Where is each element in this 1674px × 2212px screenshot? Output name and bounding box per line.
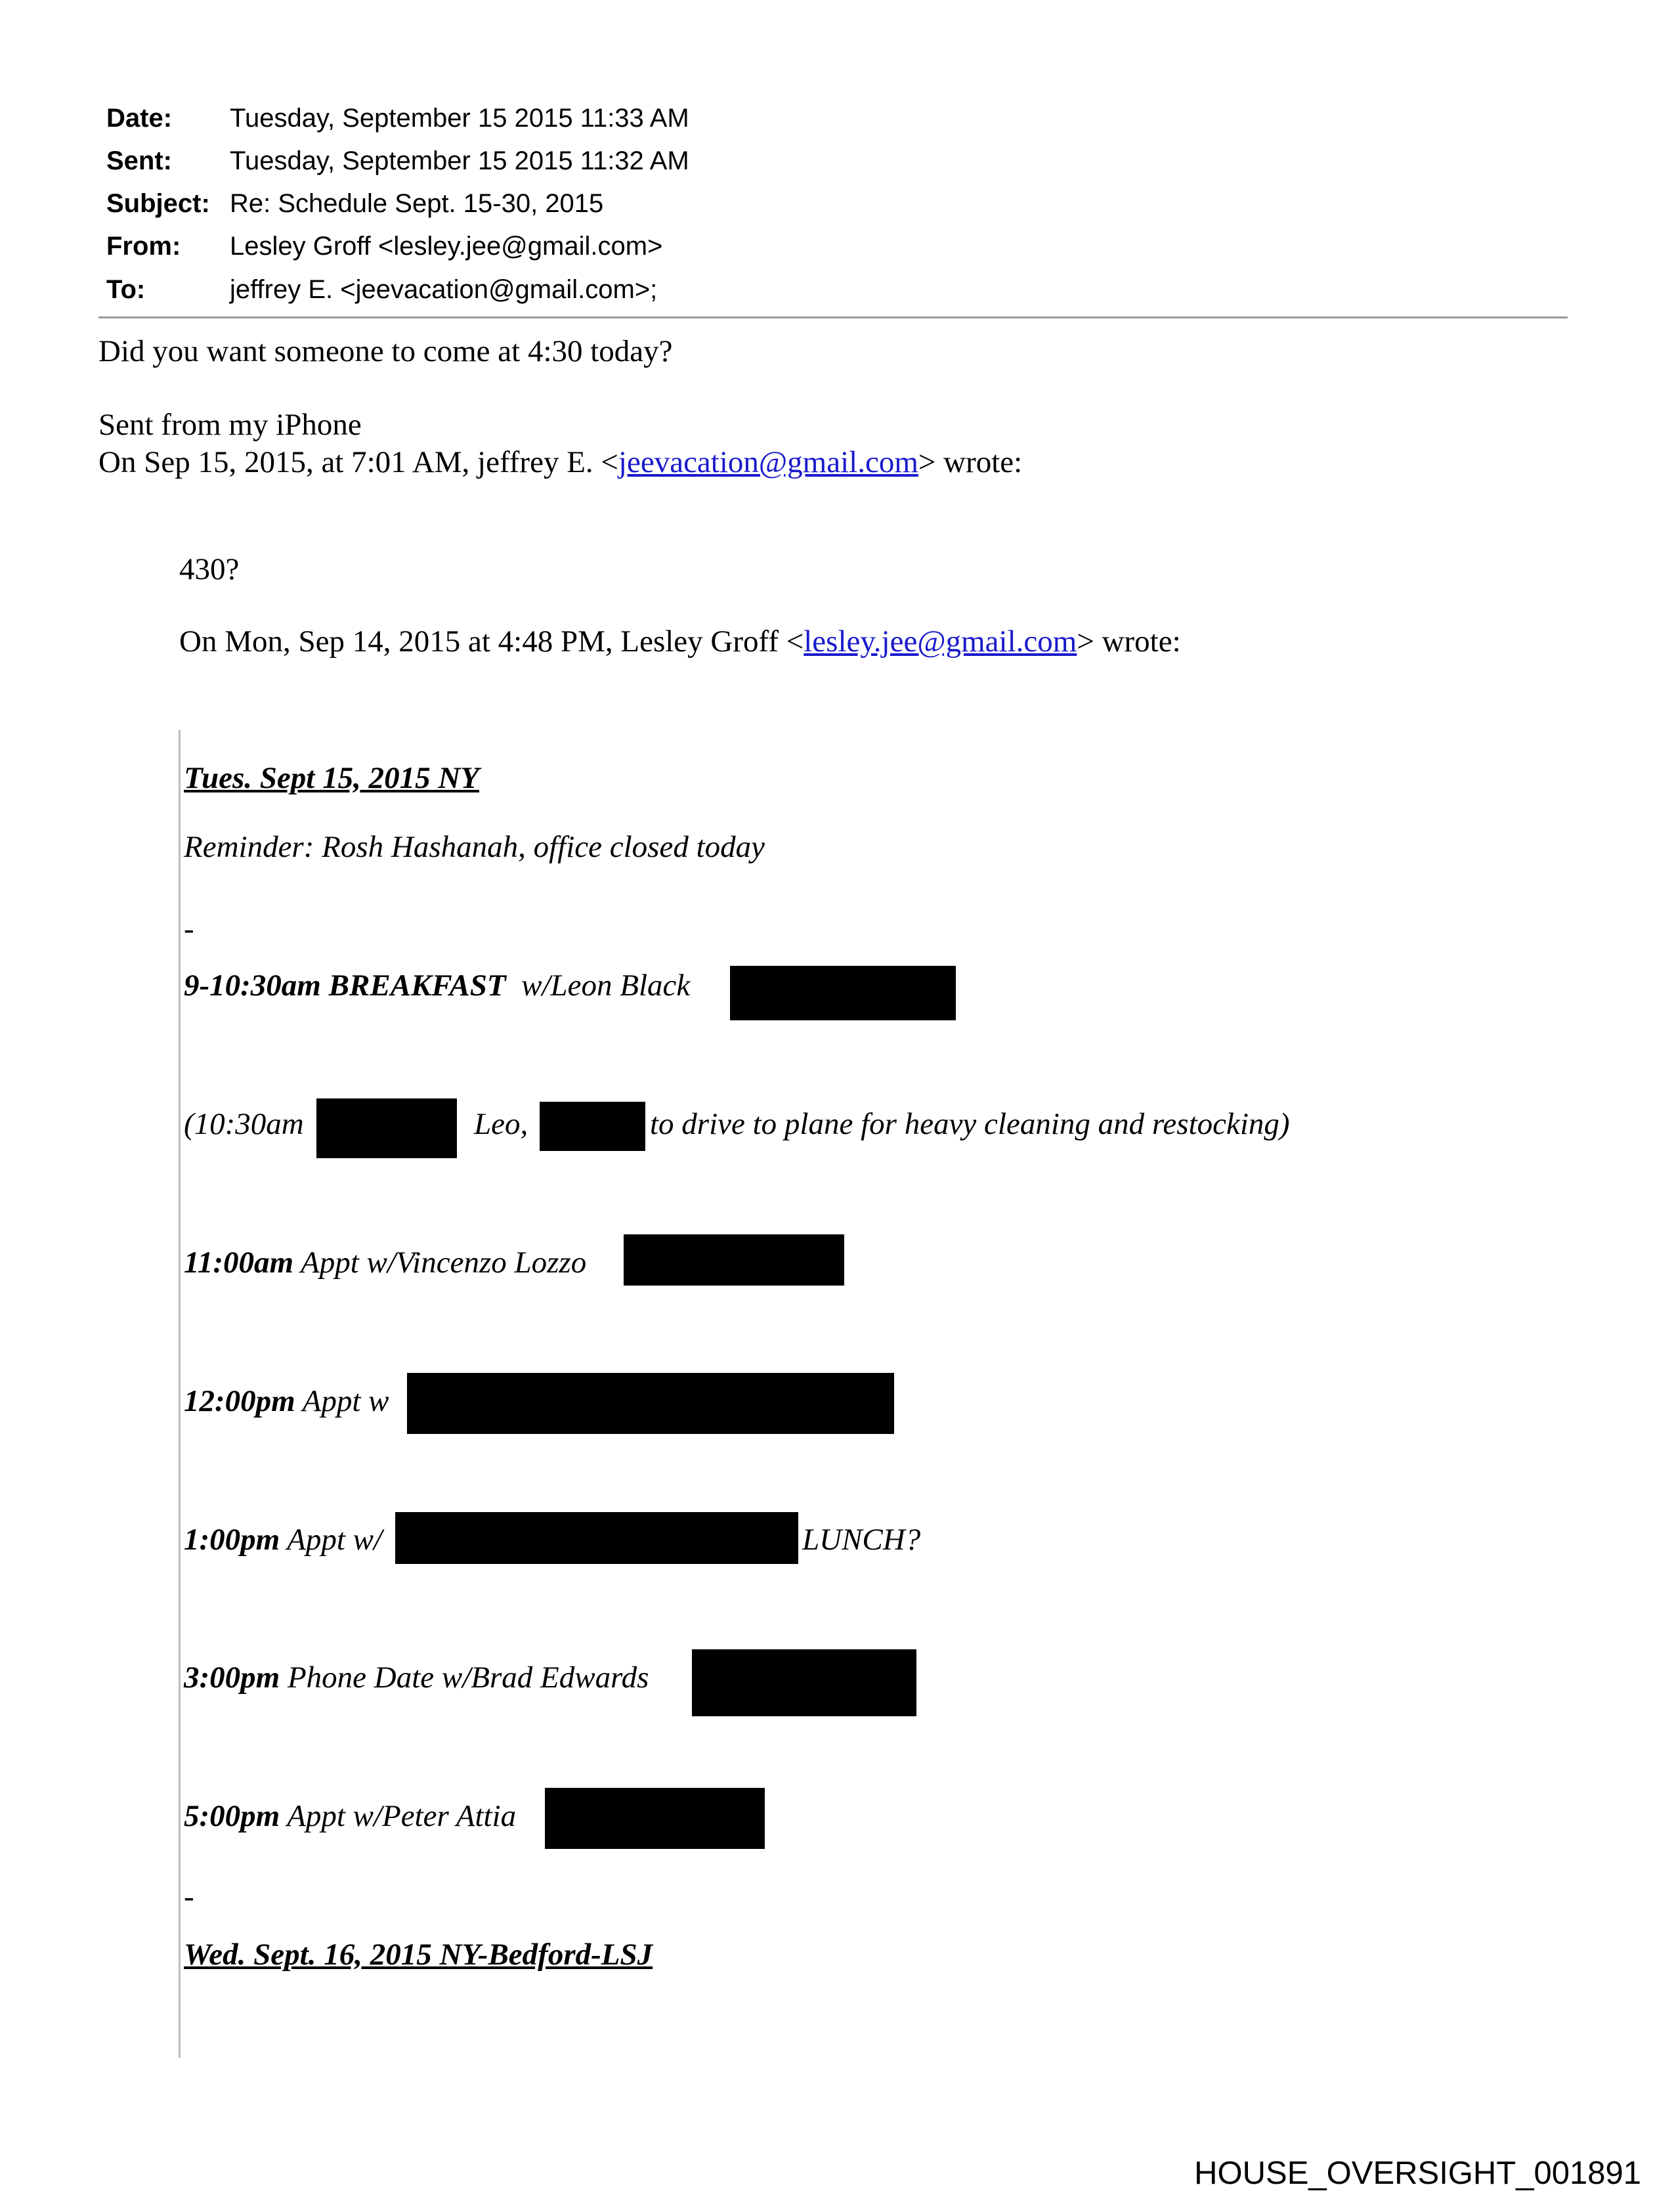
- event-attia: [184, 1798, 516, 1834]
- quote-attribution-1-suffix: > wrote:: [918, 445, 1023, 479]
- subject-value: Re: Schedule Sept. 15-30, 2015: [230, 189, 604, 218]
- event-text: Phone Date w/Brad Edwards: [287, 1660, 649, 1695]
- quote-bar: [179, 730, 181, 2058]
- redaction-box: [692, 1649, 916, 1716]
- event-plane-note-part3: to drive to plane for heavy cleaning and restocking): [650, 1107, 1290, 1141]
- event-phone-date: [184, 1660, 649, 1695]
- event-time: 9-10:30am: [184, 968, 321, 1003]
- redaction-box: [407, 1373, 894, 1434]
- event-time: 5:00pm: [184, 1799, 280, 1833]
- to-value: jeffrey E. <jeevacation@gmail.com>;: [230, 275, 658, 304]
- date-label: Date:: [106, 104, 173, 133]
- event-lozzo: [184, 1245, 586, 1280]
- quote-attribution-1: [98, 445, 1022, 480]
- sent-value: Tuesday, September 15 2015 11:32 AM: [230, 146, 689, 175]
- event-title: BREAKFAST: [328, 968, 506, 1003]
- header-divider: [98, 316, 1568, 318]
- lesley-email-link[interactable]: lesley.jee@gmail.com: [804, 624, 1077, 659]
- from-label: From:: [106, 232, 181, 261]
- event-time: 12:00pm: [184, 1384, 295, 1418]
- quote-attribution-2: [179, 624, 1181, 659]
- sent-label: Sent:: [106, 146, 172, 175]
- message-line: Did you want someone to come at 4:30 today?: [98, 334, 673, 368]
- date-value: Tuesday, September 15 2015 11:33 AM: [230, 104, 689, 133]
- event-noon: [184, 1383, 389, 1419]
- event-text: Appt w/: [287, 1523, 383, 1557]
- event-plane-note-part1: (10:30am: [184, 1107, 304, 1141]
- event-text: Appt w/Vincenzo Lozzo: [301, 1246, 587, 1280]
- redaction-box: [545, 1788, 765, 1849]
- day-heading-wed: Wed. Sept. 16, 2015 NY-Bedford-LSJ: [184, 1938, 653, 1972]
- reply-text: 430?: [179, 552, 240, 586]
- event-text: Appt w/Peter Attia: [287, 1799, 517, 1833]
- to-label: To:: [106, 275, 146, 304]
- redaction-box: [316, 1098, 457, 1158]
- quote-attribution-1-prefix: On Sep 15, 2015, at 7:01 AM, jeffrey E. <: [98, 445, 618, 479]
- event-time: 11:00am: [184, 1246, 294, 1280]
- quote-attribution-2-suffix: > wrote:: [1077, 624, 1181, 659]
- from-value: Lesley Groff <lesley.jee@gmail.com>: [230, 232, 663, 261]
- redaction-box: [624, 1234, 844, 1286]
- event-lunch-tail: LUNCH?: [802, 1523, 921, 1557]
- redaction-box: [395, 1512, 798, 1564]
- signature: Sent from my iPhone: [98, 408, 362, 442]
- event-text: w/Leon Black: [521, 968, 691, 1003]
- subject-label: Subject:: [106, 189, 210, 218]
- reminder-text: Reminder: Rosh Hashanah, office closed today: [184, 830, 765, 864]
- event-text: Appt w: [302, 1384, 389, 1418]
- dash-separator: -: [184, 912, 194, 946]
- dash-separator: -: [184, 1880, 194, 1914]
- bates-number: HOUSE_OVERSIGHT_001891: [1194, 2156, 1641, 2191]
- day-heading-tue: Tues. Sept 15, 2015 NY: [184, 761, 479, 795]
- event-time: 1:00pm: [184, 1523, 280, 1557]
- quote-attribution-2-prefix: On Mon, Sep 14, 2015 at 4:48 PM, Lesley Groff <: [179, 624, 804, 659]
- event-breakfast: [184, 968, 690, 1003]
- redaction-box: [730, 966, 956, 1020]
- event-time: 3:00pm: [184, 1660, 280, 1695]
- jeevacation-email-link[interactable]: jeevacation@gmail.com: [618, 445, 918, 479]
- redaction-box: [540, 1102, 645, 1151]
- event-lunch: [184, 1522, 382, 1557]
- event-plane-note-part2: Leo,: [474, 1107, 528, 1141]
